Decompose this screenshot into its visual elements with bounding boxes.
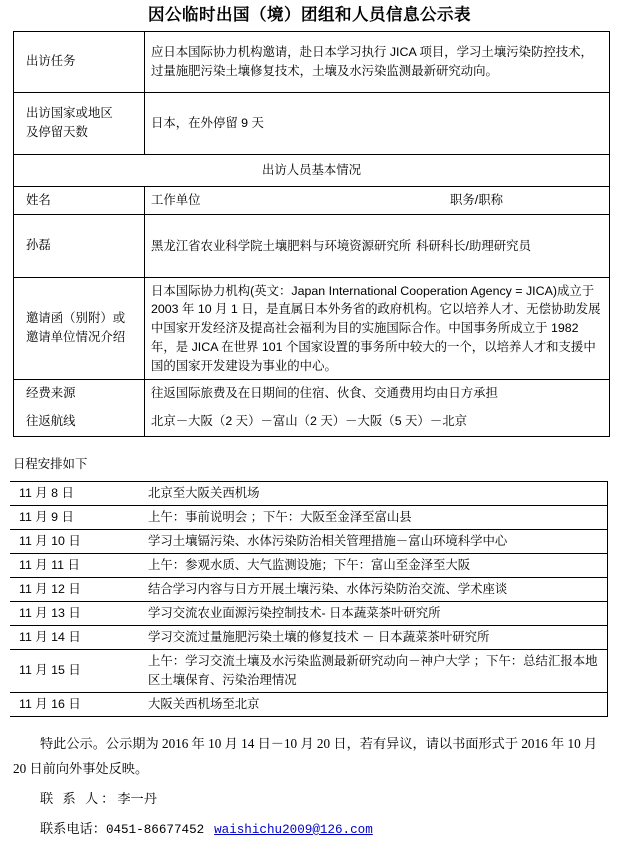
contact-phone-number: 0451-86677452 (105, 822, 205, 837)
schedule-desc: 北京至大阪关西机场 (142, 481, 608, 505)
table-row-country (14, 92, 610, 154)
table-row (10, 577, 608, 601)
column-header-position: 职务/职称 (450, 192, 504, 207)
table-row (10, 692, 608, 716)
schedule-date: 11 月 9 日 (10, 505, 142, 529)
label-route: 往返航线 (14, 408, 145, 437)
schedule-date: 11 月 11 日 (10, 553, 142, 577)
label-invitation-line1: 邀请函（别附）或 (26, 311, 126, 326)
schedule-date: 11 月 15 日 (10, 649, 142, 692)
schedule-table (10, 481, 608, 717)
column-header-workunit-position (145, 186, 610, 214)
contact-phone-line (13, 816, 609, 842)
table-row-route (14, 408, 610, 437)
table-row-section-header (14, 154, 610, 186)
label-invitation-line2: 邀请单位情况介绍 (26, 330, 126, 345)
table-row (10, 649, 608, 692)
contact-person-line (13, 786, 609, 812)
schedule-desc: 上午：事前说明会 ；下午：大阪至金泽至富山县 (142, 505, 608, 529)
schedule-date: 11 月 14 日 (10, 625, 142, 649)
schedule-date: 11 月 12 日 (10, 577, 142, 601)
schedule-date: 11 月 10 日 (10, 529, 142, 553)
column-header-workunit: 工作单位 (151, 192, 201, 207)
label-country-days (14, 92, 145, 154)
label-country-line2: 及停留天数 (26, 125, 88, 140)
table-row-invitation (14, 277, 610, 379)
label-funding: 经费来源 (14, 379, 145, 408)
table-row (10, 601, 608, 625)
value-invitation: 日本国际协力机构(英文：Japan International Cooperation Agency = JICA)成立于 2003 年 10 月 1 日，是直属日本外务省的政府机构。它以培养人才、无偿协助发展中国家开发经济及提高社会福利为目的实施国际合作。中国事务所成立于 1982 年，是 JICA 在世界 101 个国家设置的事务所中较大的一个，以培养人才和支援中国的国家开发建设为事业的中心。 (145, 277, 610, 379)
column-header-name: 姓名 (14, 186, 145, 214)
person-position: 科研科长/助理研究员 (416, 238, 531, 253)
footer-section (13, 731, 609, 842)
table-row-mission (14, 31, 610, 92)
main-info-table (13, 31, 610, 437)
schedule-desc: 学习土壤镉污染、水体污染防治相关管理措施－富山环境科学中心 (142, 529, 608, 553)
label-invitation (14, 277, 145, 379)
label-mission: 出访任务 (14, 31, 145, 92)
schedule-desc: 学习交流农业面源污染控制技术- 日本蔬菜茶叶研究所 (142, 601, 608, 625)
table-row (10, 529, 608, 553)
schedule-desc: 结合学习内容与日方开展土壤污染、水体污染防治交流、学术座谈 (142, 577, 608, 601)
contact-person-label: 联 系 人： (40, 791, 118, 807)
section-header-personnel: 出访人员基本情况 (14, 154, 610, 186)
notice-paragraph: 特此公示。公示期为 2016 年 10 月 14 日－10 月 20 日，若有异议，请以书面形式于 2016 年 10 月 20 日前向外事处反映。 (13, 735, 598, 777)
table-row-person-header (14, 186, 610, 214)
schedule-desc: 大阪关西机场至北京 (142, 692, 608, 716)
table-row (10, 553, 608, 577)
person-details (145, 214, 610, 277)
contact-person-name: 李一丹 (117, 791, 157, 807)
table-row (10, 481, 608, 505)
table-row-person (14, 214, 610, 277)
person-workunit: 黑龙江省农业科学院土壤肥料与环境资源研究所 (151, 238, 412, 253)
label-country-line1: 出访国家或地区 (26, 106, 113, 121)
schedule-desc: 上午：学习交流土壤及水污染监测最新研究动向－神户大学 ；下午：总结汇报本地区土壤保育、污染治理情况 (142, 649, 608, 692)
value-mission: 应日本国际协力机构邀请，赴日本学习执行 JICA 项目，学习土壤污染防控技术，过量施肥污染土壤修复技术，土壤及水污染监测最新研究动向。 (145, 31, 610, 92)
table-row (10, 625, 608, 649)
page-title: 因公临时出国（境）团组和人员信息公示表 (148, 5, 471, 24)
value-route: 北京－大阪（2 天）－富山（2 天）－大阪（5 天）－北京 (145, 408, 610, 437)
schedule-desc: 上午：参观水质、大气监测设施；下午：富山至金泽至大阪 (142, 553, 608, 577)
schedule-date: 11 月 13 日 (10, 601, 142, 625)
value-funding: 往返国际旅费及在日期间的住宿、伙食、交通费用均由日方承担 (145, 379, 610, 408)
schedule-date: 11 月 16 日 (10, 692, 142, 716)
schedule-desc: 学习交流过量施肥污染土壤的修复技术 － 日本蔬菜茶叶研究所 (142, 625, 608, 649)
table-row (10, 505, 608, 529)
schedule-heading: 日程安排如下 (13, 456, 88, 471)
person-name: 孙磊 (14, 214, 145, 277)
contact-phone-label: 联系电话： (40, 820, 106, 836)
table-row-funding (14, 379, 610, 408)
value-country-days: 日本，在外停留 9 天 (145, 92, 610, 154)
contact-email-link[interactable]: waishichu2009@126.com (214, 822, 373, 837)
schedule-date: 11 月 8 日 (10, 481, 142, 505)
